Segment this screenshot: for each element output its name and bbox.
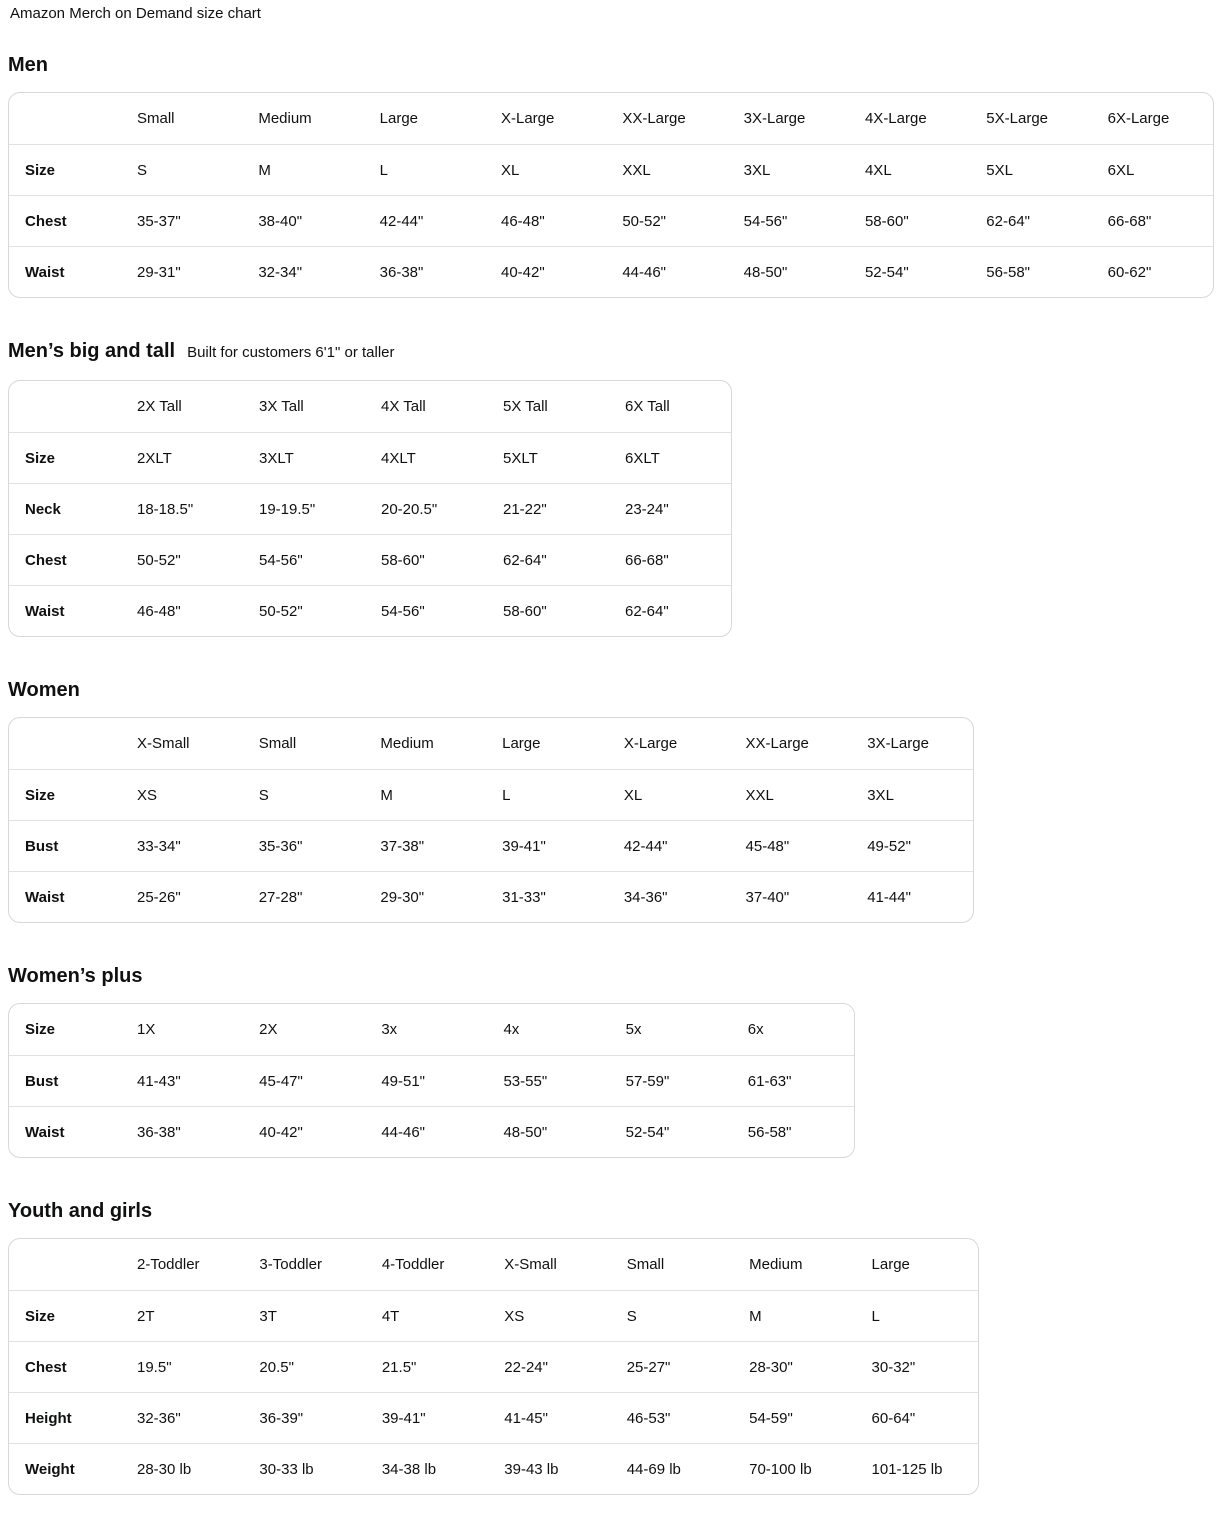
row-label: Waist xyxy=(9,1106,121,1157)
value-cell: 48-50" xyxy=(487,1106,609,1157)
value-cell: 44-46" xyxy=(606,246,727,297)
value-cell: 50-52" xyxy=(121,534,243,585)
value-cell: 54-56" xyxy=(243,534,365,585)
value-cell: S xyxy=(611,1290,733,1341)
section-subtitle: Built for customers 6'1" or taller xyxy=(187,344,395,361)
value-cell: 37-38" xyxy=(364,820,486,871)
section-heading-womens-plus xyxy=(8,965,1214,987)
value-cell: M xyxy=(733,1290,855,1341)
value-cell: 61-63" xyxy=(732,1055,854,1106)
men-size-table xyxy=(8,92,1214,298)
column-header: Small xyxy=(137,110,175,127)
value-cell: XL xyxy=(485,144,606,195)
table-row xyxy=(9,144,1213,195)
value-cell: 30-32" xyxy=(856,1341,978,1392)
table-row xyxy=(9,195,1213,246)
value-cell: 19-19.5" xyxy=(243,483,365,534)
value-cell: XXL xyxy=(730,769,852,820)
column-header: Large xyxy=(502,735,541,752)
value-cell: 21-22" xyxy=(487,483,609,534)
value-cell: 48-50" xyxy=(728,246,849,297)
value-cell: 35-36" xyxy=(243,820,365,871)
value-cell: 42-44" xyxy=(608,820,730,871)
value-cell: 56-58" xyxy=(732,1106,854,1157)
value-cell: 37-40" xyxy=(730,871,852,922)
value-cell: 29-31" xyxy=(121,246,242,297)
value-cell: 52-54" xyxy=(849,246,970,297)
table-row xyxy=(9,871,973,922)
value-cell: 36-39" xyxy=(243,1392,365,1443)
value-cell: 4XLT xyxy=(365,432,487,483)
women-size-table xyxy=(8,717,974,923)
row-label: Waist xyxy=(9,871,121,922)
value-cell: 3T xyxy=(243,1290,365,1341)
value-cell: 33-34" xyxy=(121,820,243,871)
section-heading-mens-big-and-tall xyxy=(8,340,1214,364)
column-header: Medium xyxy=(380,735,434,752)
row-label: Size xyxy=(9,769,121,820)
value-cell: 50-52" xyxy=(606,195,727,246)
value-cell: 66-68" xyxy=(1092,195,1213,246)
value-cell: 56-58" xyxy=(970,246,1091,297)
value-cell: L xyxy=(856,1290,978,1341)
column-header-row xyxy=(9,1239,978,1290)
value-cell: 36-38" xyxy=(121,1106,243,1157)
column-header: X-Large xyxy=(500,110,555,127)
table-row xyxy=(9,246,1213,297)
value-cell: 20-20.5" xyxy=(365,483,487,534)
value-cell: XXL xyxy=(606,144,727,195)
section-heading-youth-and-girls xyxy=(8,1200,1214,1222)
value-cell: 22-24" xyxy=(488,1341,610,1392)
value-cell: 40-42" xyxy=(243,1106,365,1157)
value-cell: 46-48" xyxy=(121,585,243,636)
row-label: Chest xyxy=(9,534,121,585)
value-cell: 29-30" xyxy=(364,871,486,922)
row-label: Chest xyxy=(9,1341,121,1392)
value-cell: 4x xyxy=(503,1021,520,1038)
column-header: 6X Tall xyxy=(625,398,670,415)
value-cell: 5x xyxy=(625,1021,642,1038)
value-cell: XL xyxy=(608,769,730,820)
value-cell: 20.5" xyxy=(243,1341,365,1392)
value-cell: 54-56" xyxy=(365,585,487,636)
section-women xyxy=(8,679,1214,923)
table-row xyxy=(9,1004,854,1055)
column-header: 3X-Large xyxy=(867,735,929,752)
table-row xyxy=(9,1106,854,1157)
table-row xyxy=(9,1443,978,1494)
value-cell: 53-55" xyxy=(487,1055,609,1106)
mens-big-and-tall-size-table xyxy=(8,380,732,637)
value-cell: 3x xyxy=(381,1021,398,1038)
value-cell: 5XLT xyxy=(487,432,609,483)
table-row xyxy=(9,1055,854,1106)
section-mens-big-and-tall xyxy=(8,340,1214,637)
value-cell: 46-53" xyxy=(611,1392,733,1443)
value-cell: 23-24" xyxy=(609,483,731,534)
table-row xyxy=(9,534,731,585)
column-header: 3X Tall xyxy=(259,398,304,415)
corner-cell xyxy=(9,381,121,432)
value-cell: 27-28" xyxy=(243,871,365,922)
table-row xyxy=(9,1290,978,1341)
column-header: 5X-Large xyxy=(986,110,1049,127)
value-cell: 32-36" xyxy=(121,1392,243,1443)
value-cell: XS xyxy=(121,769,243,820)
value-cell: 4T xyxy=(366,1290,488,1341)
row-label: Size xyxy=(9,144,121,195)
column-header: XX-Large xyxy=(622,110,686,127)
column-header: 2-Toddler xyxy=(137,1256,200,1273)
value-cell: 35-37" xyxy=(121,195,242,246)
table-row xyxy=(9,1392,978,1443)
section-title: Men xyxy=(8,54,48,76)
value-cell: 57-59" xyxy=(610,1055,732,1106)
value-cell: 54-59" xyxy=(733,1392,855,1443)
value-cell: 34-38 lb xyxy=(366,1443,488,1494)
youth-and-girls-size-table xyxy=(8,1238,979,1495)
table-row xyxy=(9,769,973,820)
value-cell: XS xyxy=(488,1290,610,1341)
value-cell: M xyxy=(364,769,486,820)
row-label: Neck xyxy=(9,483,121,534)
column-header: Large xyxy=(871,1256,910,1273)
value-cell: 52-54" xyxy=(610,1106,732,1157)
row-label: Waist xyxy=(9,585,121,636)
value-cell: 6x xyxy=(747,1021,764,1038)
corner-cell xyxy=(9,1239,121,1290)
section-title: Women’s plus xyxy=(8,965,143,987)
value-cell: 1X xyxy=(137,1021,156,1038)
value-cell: 60-62" xyxy=(1092,246,1213,297)
value-cell: 34-36" xyxy=(608,871,730,922)
column-header-row xyxy=(9,718,973,769)
page-title: Amazon Merch on Demand size chart xyxy=(10,5,261,22)
corner-cell xyxy=(9,93,121,144)
column-header: Medium xyxy=(749,1256,803,1273)
section-heading-men xyxy=(8,54,1214,76)
value-cell: S xyxy=(243,769,365,820)
table-row xyxy=(9,1341,978,1392)
column-header: X-Small xyxy=(137,735,190,752)
value-cell: 39-41" xyxy=(486,820,608,871)
value-cell: 28-30 lb xyxy=(121,1443,243,1494)
column-header: 4X Tall xyxy=(381,398,426,415)
section-youth-and-girls xyxy=(8,1200,1214,1495)
value-cell: 49-52" xyxy=(851,820,973,871)
value-cell: 2XLT xyxy=(121,432,243,483)
value-cell: 62-64" xyxy=(487,534,609,585)
value-cell: 31-33" xyxy=(486,871,608,922)
value-cell: 42-44" xyxy=(364,195,485,246)
value-cell: 62-64" xyxy=(609,585,731,636)
column-header: Small xyxy=(258,735,297,752)
womens-plus-size-table xyxy=(8,1003,855,1158)
value-cell: 44-46" xyxy=(365,1106,487,1157)
column-header: Small xyxy=(626,1256,665,1273)
row-label: Size xyxy=(9,432,121,483)
value-cell: 28-30" xyxy=(733,1341,855,1392)
column-header: Medium xyxy=(258,110,312,127)
row-label: Bust xyxy=(9,1055,121,1106)
row-label: Weight xyxy=(9,1443,121,1494)
value-cell: S xyxy=(121,144,242,195)
value-cell: M xyxy=(242,144,363,195)
value-cell: 58-60" xyxy=(849,195,970,246)
value-cell: 30-33 lb xyxy=(243,1443,365,1494)
column-header: X-Small xyxy=(504,1256,557,1273)
value-cell: 49-51" xyxy=(365,1055,487,1106)
value-cell: 6XL xyxy=(1092,144,1213,195)
section-title: Women xyxy=(8,679,80,701)
value-cell: 3XL xyxy=(728,144,849,195)
value-cell: 21.5" xyxy=(366,1341,488,1392)
value-cell: 41-44" xyxy=(851,871,973,922)
table-row xyxy=(9,483,731,534)
value-cell: L xyxy=(364,144,485,195)
column-header-row xyxy=(9,381,731,432)
value-cell: 66-68" xyxy=(609,534,731,585)
section-heading-women xyxy=(8,679,1214,701)
value-cell: 2X xyxy=(259,1021,278,1038)
value-cell: 3XL xyxy=(851,769,973,820)
value-cell: 70-100 lb xyxy=(733,1443,855,1494)
value-cell: 2T xyxy=(121,1290,243,1341)
value-cell: 50-52" xyxy=(243,585,365,636)
column-header: 3X-Large xyxy=(743,110,806,127)
value-cell: 38-40" xyxy=(242,195,363,246)
table-row xyxy=(9,585,731,636)
value-cell: 25-26" xyxy=(121,871,243,922)
value-cell: 25-27" xyxy=(611,1341,733,1392)
column-header: XX-Large xyxy=(745,735,809,752)
value-cell: 41-43" xyxy=(121,1055,243,1106)
column-header: 3-Toddler xyxy=(259,1256,322,1273)
section-men xyxy=(8,54,1214,298)
value-cell: 40-42" xyxy=(485,246,606,297)
row-label: Bust xyxy=(9,820,121,871)
column-header: Large xyxy=(379,110,419,127)
value-cell: L xyxy=(486,769,608,820)
column-header: 5X Tall xyxy=(503,398,548,415)
value-cell: 18-18.5" xyxy=(121,483,243,534)
value-cell: 45-47" xyxy=(243,1055,365,1106)
section-womens-plus xyxy=(8,965,1214,1158)
table-row xyxy=(9,432,731,483)
column-header: X-Large xyxy=(623,735,678,752)
value-cell: 4XL xyxy=(849,144,970,195)
value-cell: 39-41" xyxy=(366,1392,488,1443)
value-cell: 101-125 lb xyxy=(856,1443,978,1494)
column-header-row xyxy=(9,93,1213,144)
value-cell: 60-64" xyxy=(856,1392,978,1443)
section-title: Youth and girls xyxy=(8,1200,153,1222)
value-cell: 54-56" xyxy=(728,195,849,246)
value-cell: 32-34" xyxy=(242,246,363,297)
table-row xyxy=(9,820,973,871)
value-cell: 58-60" xyxy=(487,585,609,636)
row-label: Height xyxy=(9,1392,121,1443)
value-cell: 58-60" xyxy=(365,534,487,585)
value-cell: 46-48" xyxy=(485,195,606,246)
value-cell: 45-48" xyxy=(730,820,852,871)
column-header: 4X-Large xyxy=(864,110,927,127)
value-cell: 44-69 lb xyxy=(611,1443,733,1494)
value-cell: 36-38" xyxy=(364,246,485,297)
value-cell: 39-43 lb xyxy=(488,1443,610,1494)
corner-cell xyxy=(9,718,121,769)
row-label: Size xyxy=(25,1021,56,1038)
row-label: Size xyxy=(9,1290,121,1341)
column-header: 6X-Large xyxy=(1107,110,1170,127)
value-cell: 62-64" xyxy=(970,195,1091,246)
value-cell: 3XLT xyxy=(243,432,365,483)
value-cell: 19.5" xyxy=(121,1341,243,1392)
value-cell: 6XLT xyxy=(609,432,731,483)
value-cell: 5XL xyxy=(970,144,1091,195)
row-label: Waist xyxy=(9,246,121,297)
value-cell: 41-45" xyxy=(488,1392,610,1443)
column-header: 2X Tall xyxy=(137,398,182,415)
section-title: Men’s big and tall xyxy=(8,340,176,362)
column-header: 4-Toddler xyxy=(381,1256,445,1273)
row-label: Chest xyxy=(9,195,121,246)
